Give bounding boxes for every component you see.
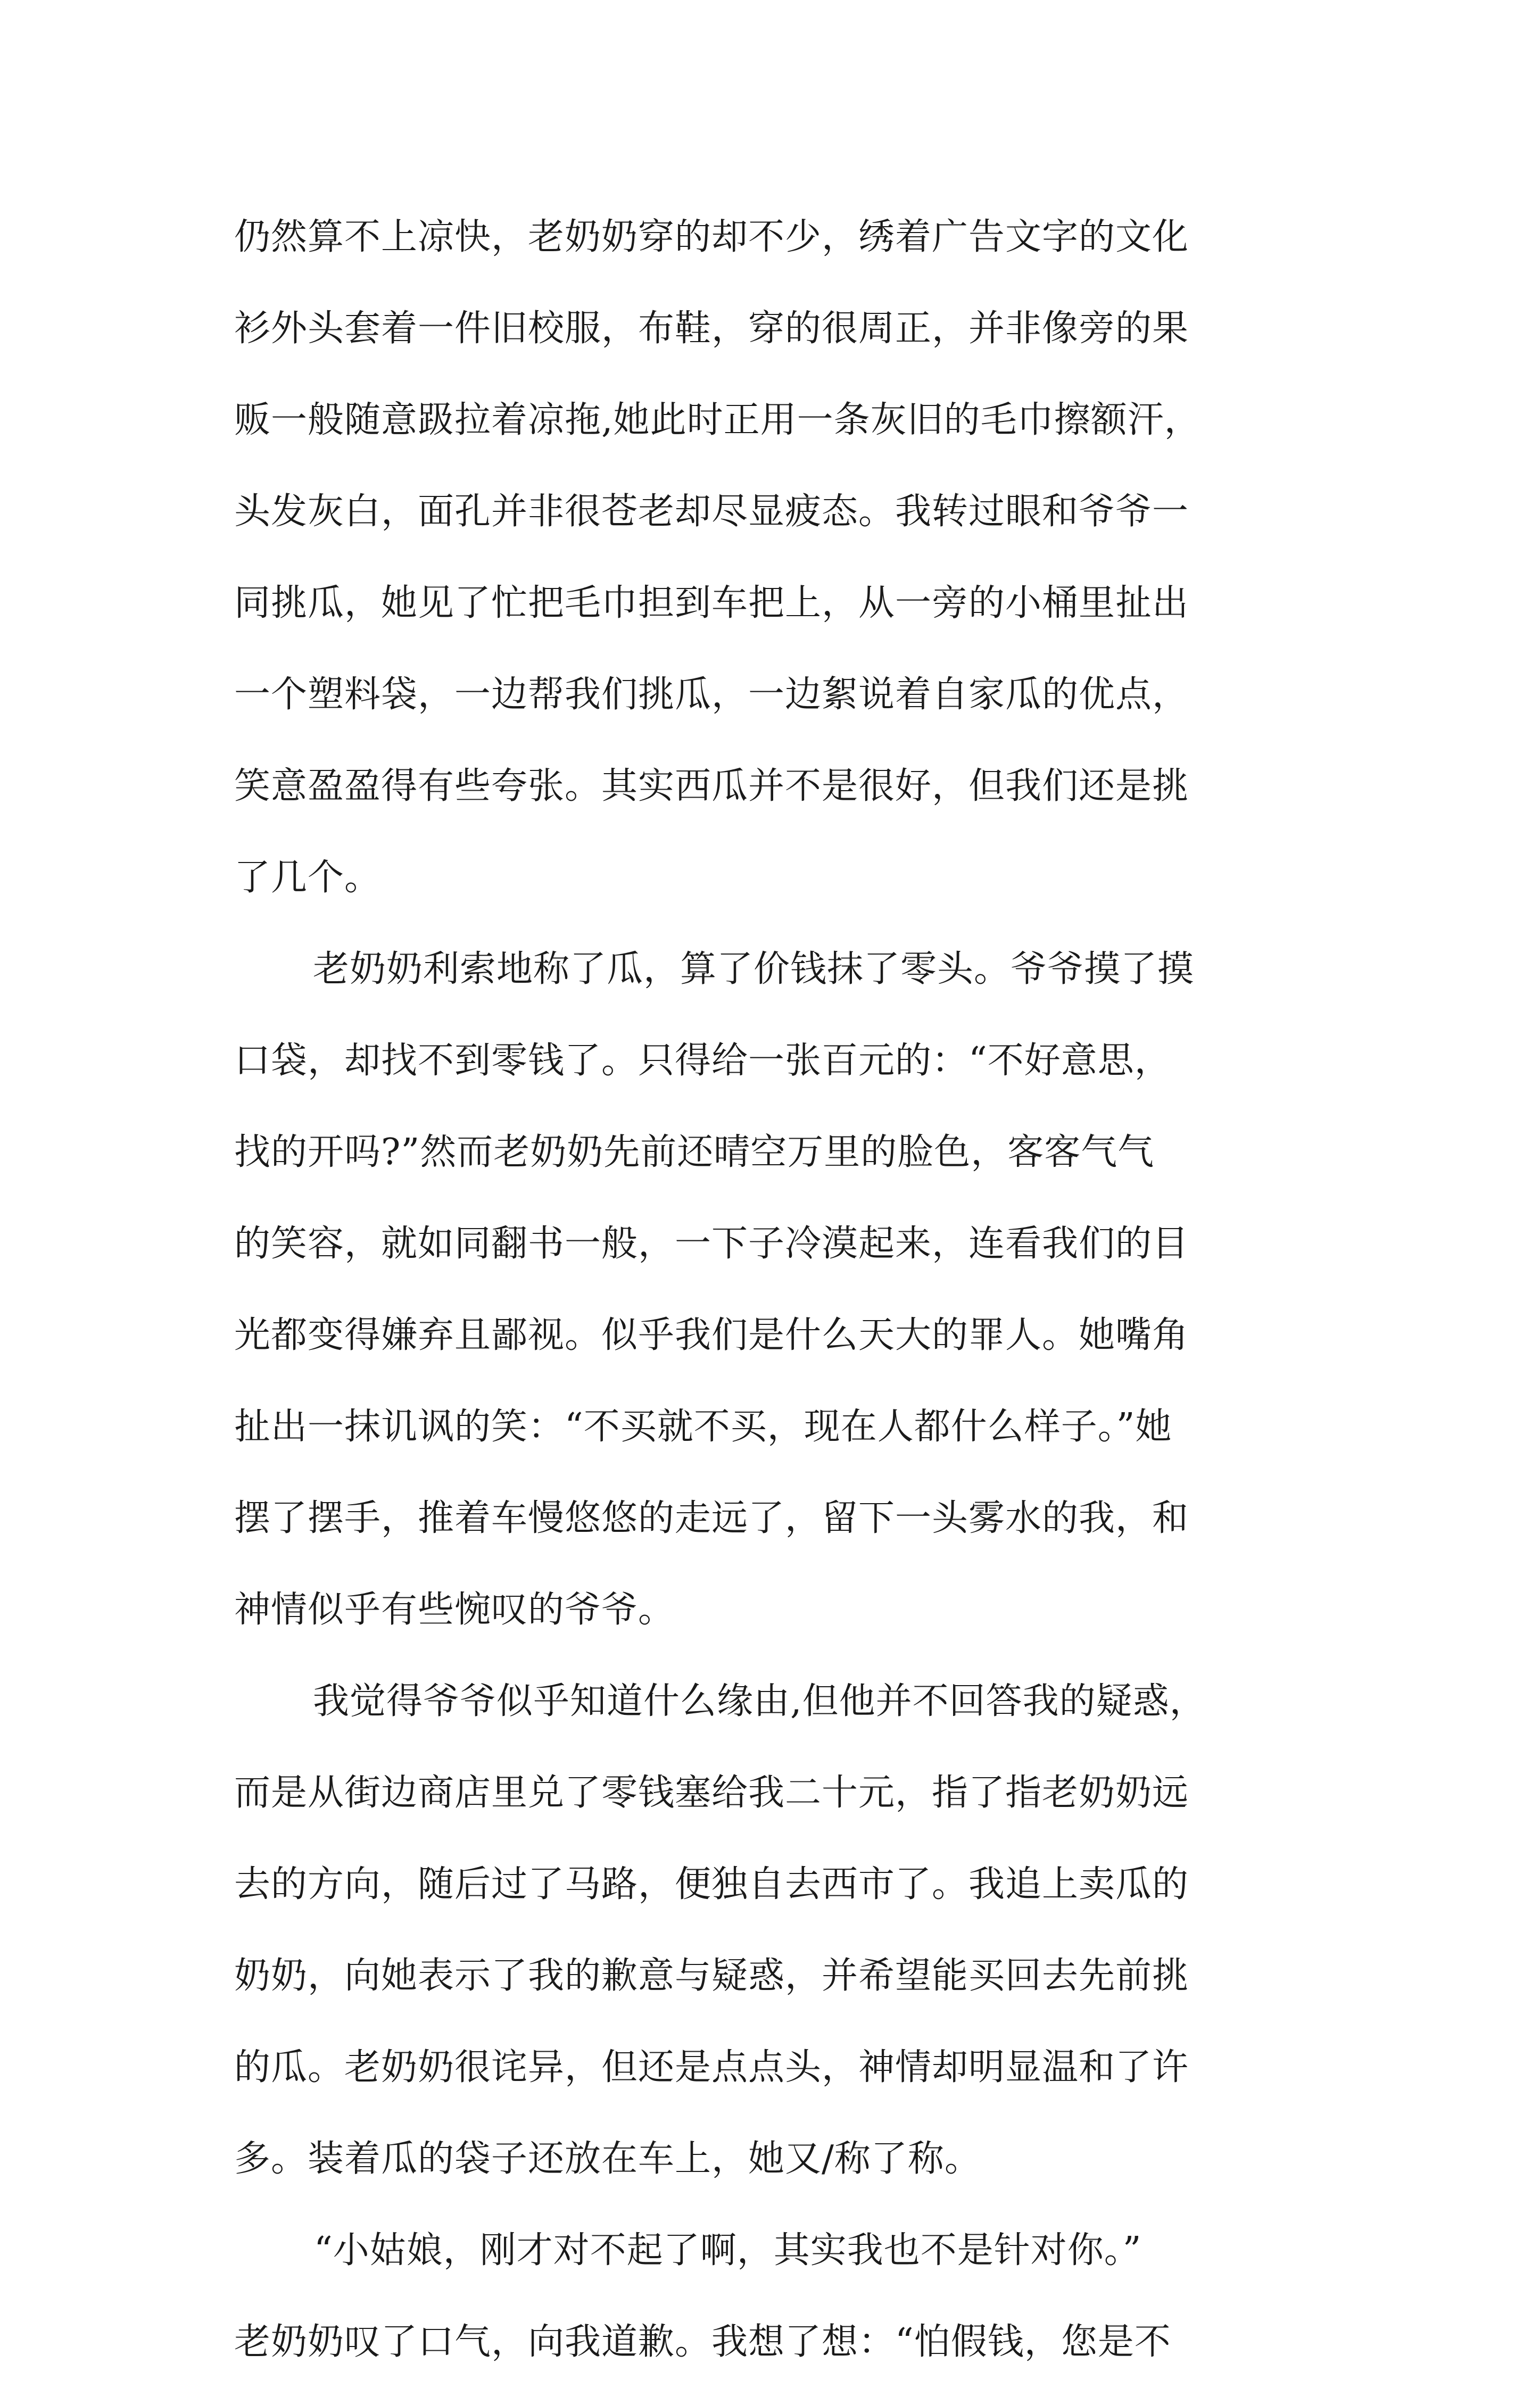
- paragraph-line: 的笑容，就如同翻书一般，一下子冷漠起来，连看我们的目: [234, 1223, 1189, 1265]
- paragraph-line: 摆了摆手，推着车慢悠悠的走远了，留下一头雾水的我，和: [234, 1497, 1189, 1539]
- paragraph-line: 找的开吗?”然而老奶奶先前还晴空万里的脸色，客客气气: [234, 1131, 1155, 1173]
- paragraph-line: 仍然算不上凉快，老奶奶穿的却不少，绣着广告文字的文化: [234, 216, 1189, 258]
- paragraph-line: 了几个。: [234, 857, 382, 899]
- paragraph-line: 多。装着瓜的袋子还放在车上，她又/称了称。: [234, 2138, 981, 2180]
- paragraph-line: 老奶奶利索地称了瓜，算了价钱抹了零头。爷爷摸了摸: [313, 948, 1195, 990]
- paragraph-line: 的瓜。老奶奶很诧异，但还是点点头，神情却明显温和了许: [234, 2046, 1189, 2088]
- paragraph-line: 衫外头套着一件旧校服，布鞋，穿的很周正，并非像旁的果: [234, 308, 1189, 350]
- paragraph-line: 我觉得爷爷似乎知道什么缘由,但他并不回答我的疑惑，: [313, 1680, 1206, 1722]
- paragraph-line: 同挑瓜，她见了忙把毛巾担到车把上，从一旁的小桶里扯出: [234, 582, 1189, 624]
- paragraph-line: 老奶奶叹了口气，向我道歉。我想了想：“怕假钱，您是不: [234, 2321, 1171, 2363]
- paragraph-line: 一个塑料袋，一边帮我们挑瓜，一边絮说着自家瓜的优点，: [234, 674, 1189, 716]
- paragraph-line: 而是从街边商店里兑了零钱塞给我二十元，指了指老奶奶远: [234, 1772, 1189, 1814]
- paragraph-line: 口袋，却找不到零钱了。只得给一张百元的：“不好意思，: [234, 1040, 1171, 1082]
- paragraph-line: 光都变得嫌弃且鄙视。似乎我们是什么天大的罪人。她嘴角: [234, 1314, 1189, 1356]
- paragraph-line: “小姑娘，刚才对不起了啊，其实我也不是针对你。”: [314, 2229, 1142, 2271]
- body-text: [234, 192, 1341, 2388]
- paragraph-line: 神情似乎有些惋叹的爷爷。: [234, 1589, 675, 1631]
- paragraph-line: 贩一般随意趿拉着凉拖,她此时正用一条灰旧的毛巾擦额汗，: [234, 399, 1201, 441]
- paragraph-line: 扯出一抹讥讽的笑：“不买就不买，现在人都什么样子。”她: [234, 1406, 1172, 1448]
- paragraph-line: 笑意盈盈得有些夸张。其实西瓜并不是很好，但我们还是挑: [234, 765, 1189, 807]
- paragraph-line: 头发灰白，面孔并非很苍老却尽显疲态。我转过眼和爷爷一: [234, 491, 1189, 533]
- paragraph-line: 去的方向，随后过了马路，便独自去西市了。我追上卖瓜的: [234, 1863, 1189, 1905]
- paragraph-line: 奶奶，向她表示了我的歉意与疑惑，并希望能买回去先前挑: [234, 1955, 1189, 1997]
